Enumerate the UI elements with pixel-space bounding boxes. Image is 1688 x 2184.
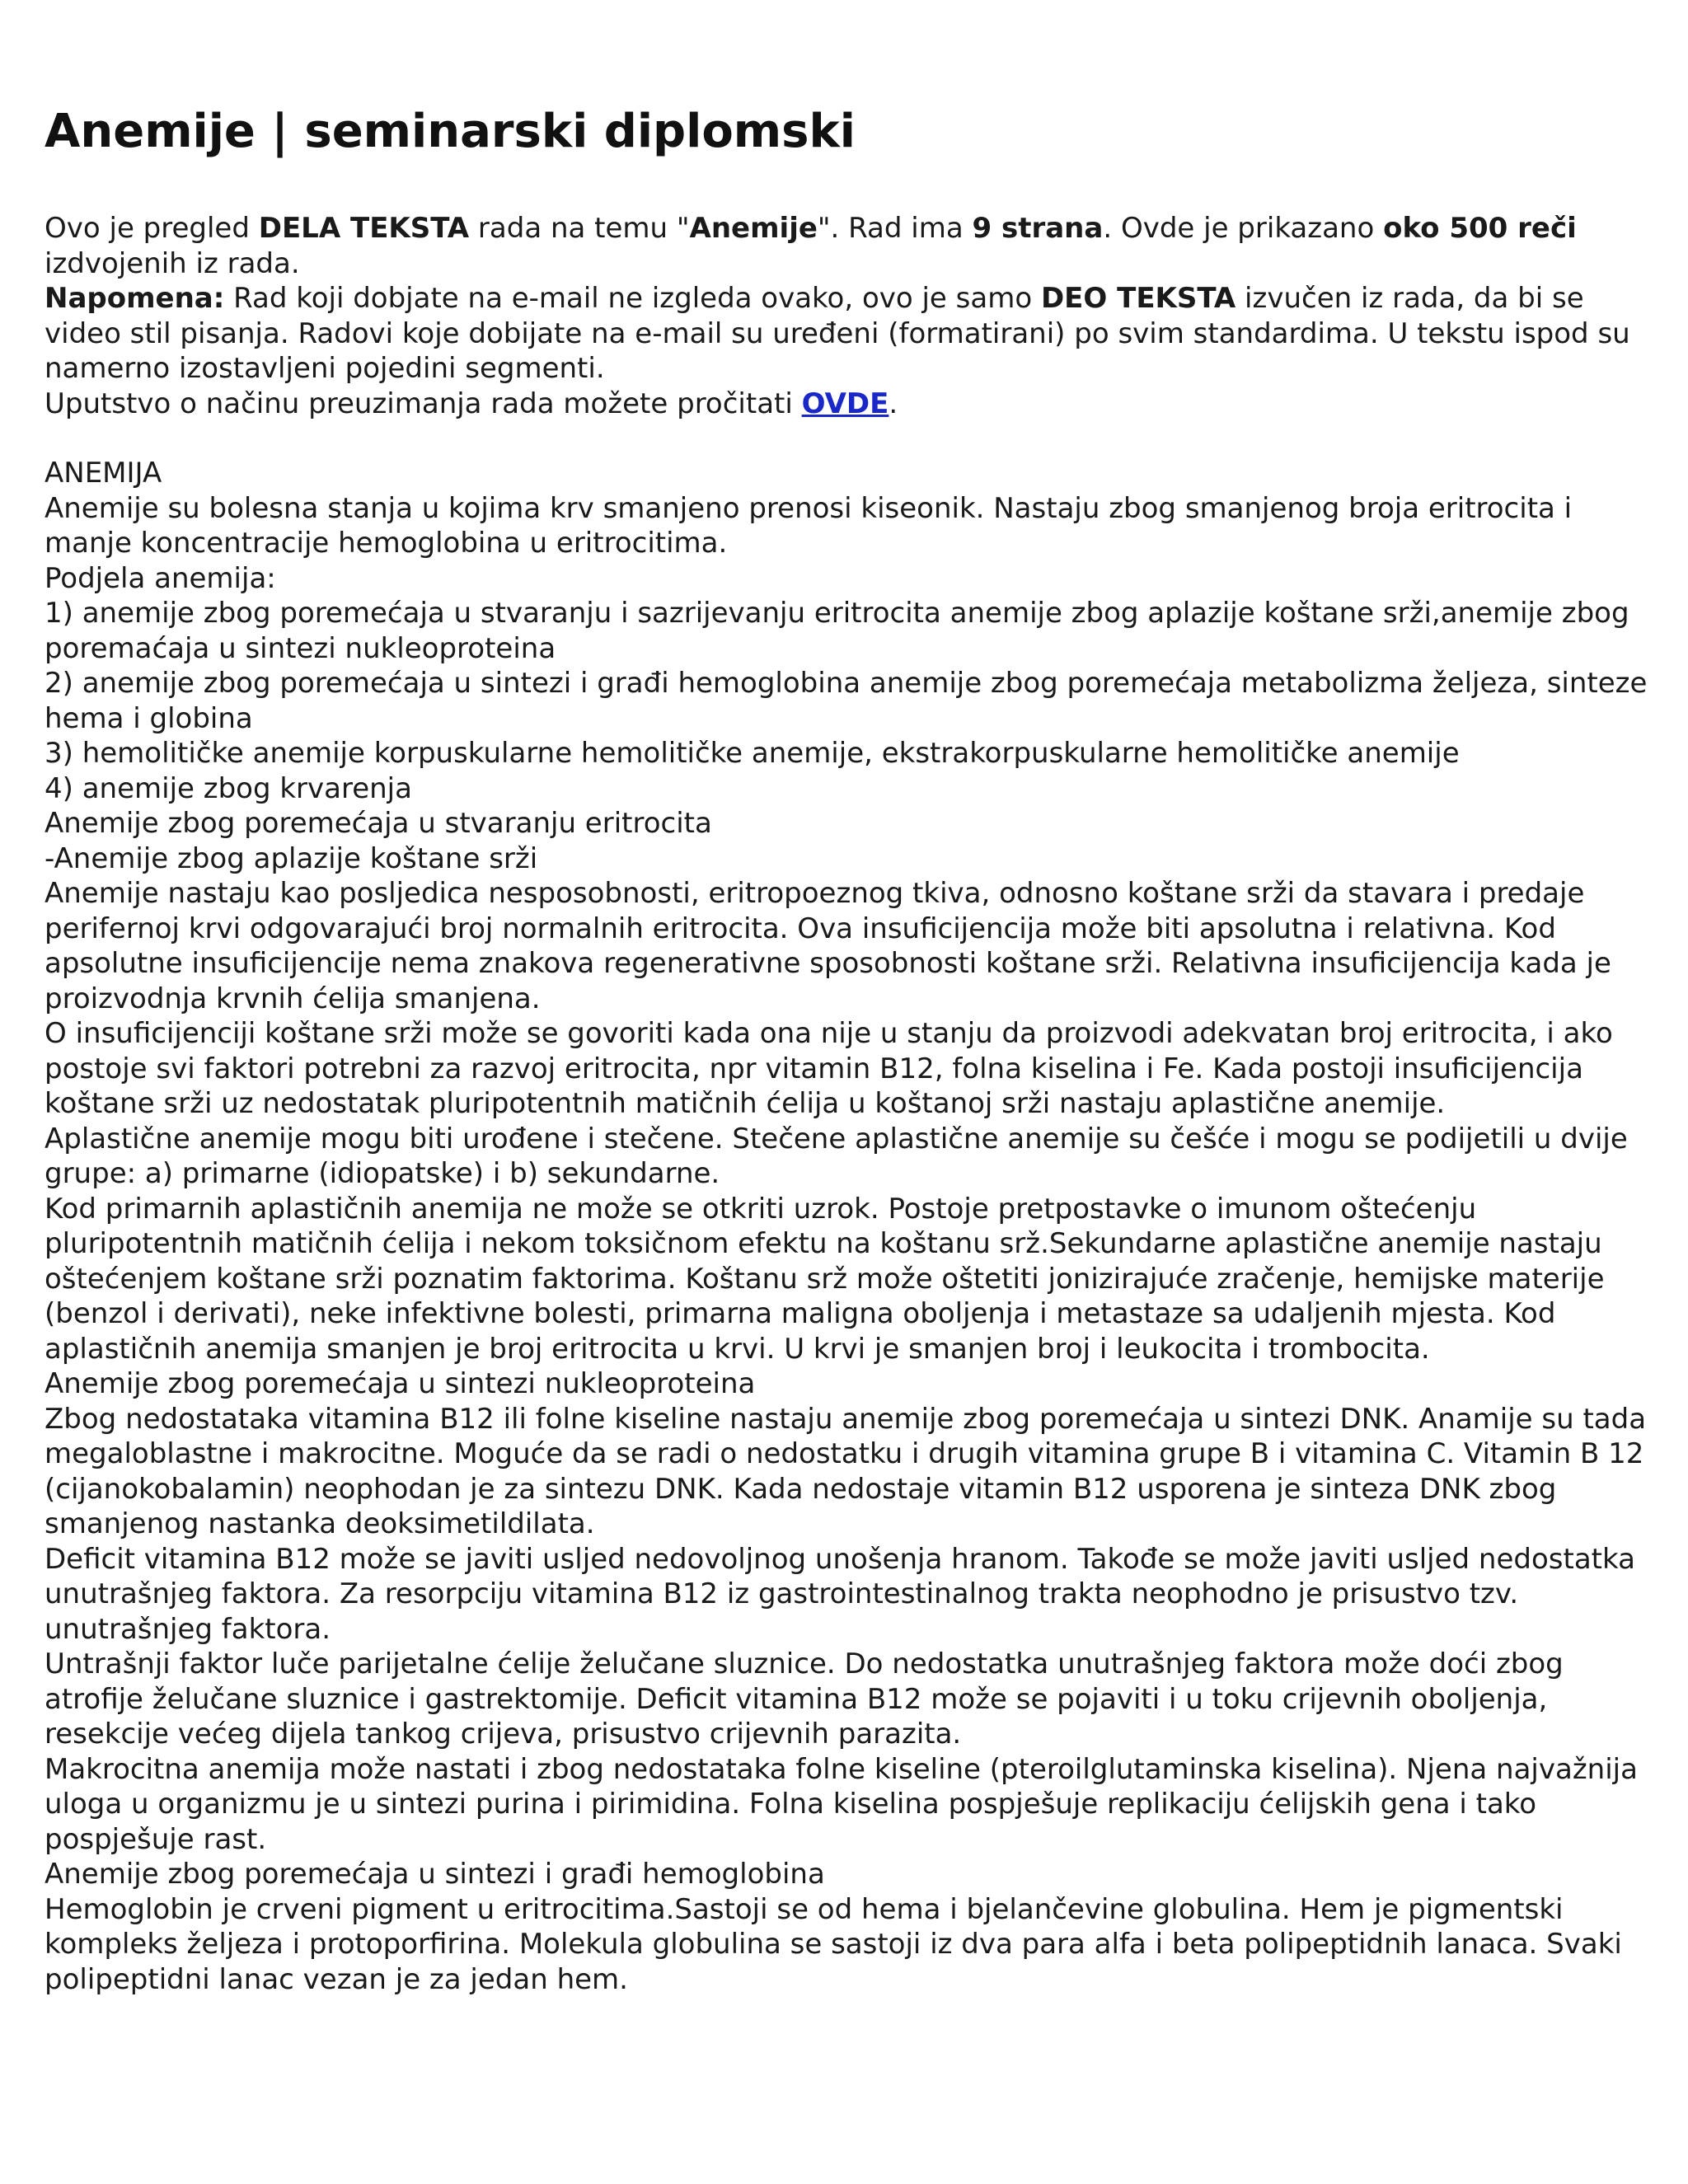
intro-text: ". Rad ima <box>817 212 973 245</box>
document-page <box>45 99 1652 1997</box>
intro-note <box>45 281 1652 387</box>
intro-text: Ovo je pregled <box>45 212 259 245</box>
intro-text: izdvojenih iz rada. <box>45 246 300 280</box>
paragraph: Deficit vitamina B12 može se javiti usljed nedovoljnog unošenja hranom. Takođe se može javiti usljed nedostatka unutrašnjeg faktora. Za resorpciju vitamina B12 iz gastrointestinalnog trakta neophodno je prisustvo tzv. unutrašnjeg faktora. <box>45 1542 1635 1646</box>
list-item: 4) anemije zbog krvarenja <box>45 771 412 805</box>
section-heading: Anemije zbog poremećaja u sintezi nukleoproteina <box>45 1367 756 1400</box>
list-item: 2) anemije zbog poremećaja u sintezi i građi hemoglobina anemije zbog poremećaja metabolizma željeza, sinteze hema i globina <box>45 667 1648 735</box>
intro-text: Uputstvo o načinu preuzimanja rada možete pročitati <box>45 387 802 420</box>
paragraph: Zbog nedostataka vitamina B12 ili folne kiseline nastaju anemije zbog poremećaja u sintezi DNK. Anamije su tada megaloblastne i makrocitne. Moguće da se radi o nedostatku i drugih vitamina grupe B i vitamina C. Vitamin B 12 (cijanokobalamin) neophodan je za sintezu DNK. Kada nedostaje vitamin B12 usporena je sinteza DNK zbog smanjenog nastanka deoksimetildilata. <box>45 1402 1647 1540</box>
subsection-heading: -Anemije zbog aplazije koštane srži <box>45 841 538 875</box>
paragraph: Hemoglobin je crveni pigment u eritrocitima.Sastoji se od hema i bjelančevine globulina. Hem je pigmentski kompleks željeza i protoporfirina. Molekula globulina se sastoji iz dva para alfa i beta polipeptidnih lanaca. Svaki polipeptidni lanac vezan je za jedan hem. <box>45 1892 1622 1996</box>
intro-text: izvučen iz rada, da bi se video stil pisanja. Radovi koje dobijate na e-mail su uređeni (formatirani) po svim standardima. U tekstu ispod su namerno izostavljeni pojedini segmenti. <box>45 282 1630 385</box>
paragraph: Anemije nastaju kao posljedica nesposobnosti, eritropoeznog tkiva, odnosno koštane srži da stavara i predaje perifernoj krvi odgovarajući broj normalnih eritrocita. Ova insuficijencija može biti apsolutna i relativna. Kod apsolutne insuficijencije nema znakova regenerativne sposobnosti koštane srži. Relativna insuficijencija kada je proizvodnja krvnih ćelija smanjena. <box>45 877 1611 1015</box>
section-heading: ANEMIJA <box>45 457 162 490</box>
intro-text: rada na temu " <box>469 212 690 245</box>
list-item: 1) anemije zbog poremećaja u stvaranju i sazrijevanju eritrocita anemije zbog aplazije koštane srži,anemije zbog poremaćaja u sintezi nukleoproteina <box>45 597 1629 665</box>
intro-overview <box>45 211 1652 281</box>
section-heading: Anemije zbog poremećaja u sintezi i građi hemoglobina <box>45 1858 825 1891</box>
intro-bold: oko 500 reči <box>1383 212 1577 245</box>
intro-text: . <box>889 387 898 420</box>
paragraph: Makrocitna anemija može nastati i zbog nedostataka folne kiseline (pteroilglutaminska kiselina). Njena najvažnija uloga u organizmu je u sintezi purina i pirimidina. Folna kiselina pospješuje replikaciju ćelijskih gena i tako pospješuje rast. <box>45 1752 1638 1856</box>
page-title: Anemije | seminarski diplomski <box>45 105 856 158</box>
section-heading: Anemije zbog poremećaja u stvaranju eritrocita <box>45 807 712 840</box>
intro-bold: 9 strana <box>972 212 1104 245</box>
intro-bold: Anemije <box>689 212 818 245</box>
paragraph: Podjela anemija: <box>45 561 276 595</box>
instructions-link[interactable]: OVDE <box>801 387 889 420</box>
intro-section <box>45 211 1652 421</box>
intro-text: Rad koji dobjate na e-mail ne izgleda ovako, ovo je samo <box>224 282 1041 315</box>
paragraph: Kod primarnih aplastičnih anemija ne može se otkriti uzrok. Postoje pretpostavke o imunom oštećenju pluripotentnih matičnih ćelija i nekom toksičnom efektu na koštanu srž.Sekundarne aplastične anemije nastaju oštećenjem koštane srži poznatim faktorima. Koštanu srž može oštetiti jonizirajuće zračenje, hemijske materije (benzol i derivati), neke infektivne bolesti, primarna maligna oboljenja i metastaze sa udaljenih mjesta. Kod aplastičnih anemija smanjen je broj eritrocita u krvi. U krvi je smanjen broj i leukocita i trombocita. <box>45 1192 1605 1366</box>
intro-instructions <box>45 387 1652 422</box>
paragraph: O insuficijenciji koštane srži može se govoriti kada ona nije u stanju da proizvodi adekvatan broj eritrocita, i ako postoje svi faktori potrebni za razvoj eritrocita, npr vitamin B12, folna kiselina i Fe. Kada postoji insuficijencija koštane srži uz nedostatak pluripotentnih matičnih ćelija u koštanoj srži nastaju aplastične anemije. <box>45 1017 1613 1120</box>
paragraph: Aplastične anemije mogu biti urođene i stečene. Stečene aplastične anemije su češće i mogu se podijetili u dvije grupe: a) primarne (idiopatske) i b) sekundarne. <box>45 1122 1628 1190</box>
paragraph: Anemije su bolesna stanja u kojima krv smanjeno prenosi kiseonik. Nastaju zbog smanjenog broja eritrocita i manje koncentracije hemoglobina u eritrocitima. <box>45 491 1573 560</box>
intro-text: . Ovde je prikazano <box>1103 212 1384 245</box>
intro-bold: DELA TEKSTA <box>258 212 470 245</box>
note-label: Napomena: <box>45 282 225 315</box>
list-item: 3) hemolitičke anemije korpuskularne hemolitičke anemije, ekstrakorpuskularne hemolitičke anemije <box>45 737 1460 770</box>
body-section <box>45 456 1652 1997</box>
intro-bold: DEO TEKSTA <box>1040 282 1236 315</box>
paragraph: Untrašnji faktor luče parijetalne ćelije želučane sluznice. Do nedostatka unutrašnjeg faktora može doći zbog atrofije želučane sluznice i gastrektomije. Deficit vitamina B12 može se pojaviti i u toku crijevnih oboljenja, resekcije većeg dijela tankog crijeva, prisustvo crijevnih parazita. <box>45 1647 1564 1750</box>
spacer <box>45 421 1652 456</box>
